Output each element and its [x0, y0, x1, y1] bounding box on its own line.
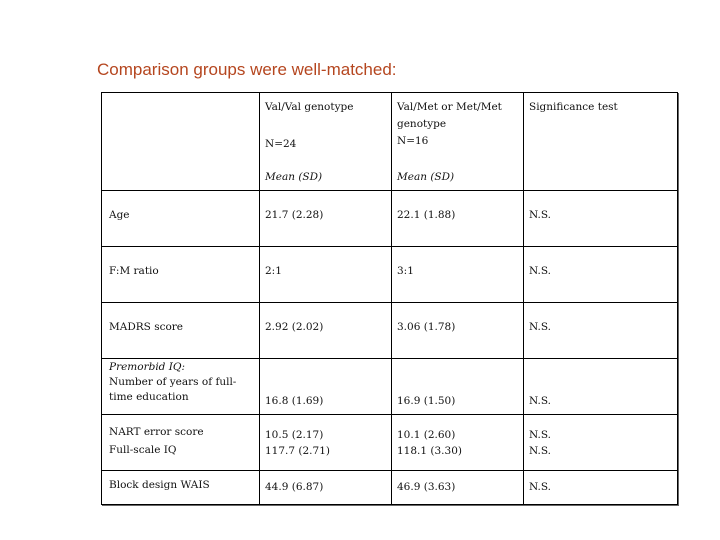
cell-iq-sig: N.S.: [529, 445, 552, 457]
header-val-met: Val/Met or Met/Met: [397, 101, 502, 113]
cell-nart-val-met: 10.1 (2.60): [397, 429, 456, 441]
header-significance: Significance test: [529, 101, 618, 113]
cell-education-sig: N.S.: [529, 395, 552, 407]
cell-fm-sig: N.S.: [529, 265, 552, 277]
row-label-block-design: Block design WAIS: [109, 479, 210, 491]
cell-nart-val-val: 10.5 (2.17): [265, 429, 324, 441]
header-val-met-n: N=16: [397, 135, 429, 147]
row-label-nart: NART error score: [109, 426, 204, 438]
cell-age-sig: N.S.: [529, 209, 552, 221]
row-label-education-line1: Number of years of full-: [109, 376, 237, 388]
cell-age-val-val: 21.7 (2.28): [265, 209, 324, 221]
column-divider: [259, 93, 260, 504]
cell-madrs-sig: N.S.: [529, 321, 552, 333]
header-val-met-genotype: genotype: [397, 118, 447, 130]
cell-madrs-val-val: 2.92 (2.02): [265, 321, 324, 333]
column-divider: [391, 93, 392, 504]
row-label-full-scale-iq: Full-scale IQ: [109, 444, 177, 456]
row-divider: [102, 414, 677, 415]
header-val-val: Val/Val genotype: [265, 101, 354, 113]
cell-age-val-met: 22.1 (1.88): [397, 209, 456, 221]
comparison-table: [101, 92, 678, 505]
header-val-val-stat: Mean (SD): [265, 171, 323, 183]
cell-block-val-met: 46.9 (3.63): [397, 481, 456, 493]
cell-madrs-val-met: 3.06 (1.78): [397, 321, 456, 333]
row-divider: [102, 246, 677, 247]
row-label-age: Age: [109, 209, 130, 221]
row-label-fm-ratio: F:M ratio: [109, 265, 159, 277]
row-divider: [102, 302, 677, 303]
slide-title: Comparison groups were well-matched:: [97, 60, 397, 79]
row-divider: [102, 358, 677, 359]
row-label-madrs: MADRS score: [109, 321, 184, 333]
header-val-val-n: N=24: [265, 138, 297, 150]
cell-iq-val-met: 118.1 (3.30): [397, 445, 462, 457]
cell-education-val-met: 16.9 (1.50): [397, 395, 456, 407]
row-group-premorbid-iq: Premorbid IQ:: [109, 361, 186, 373]
cell-block-val-val: 44.9 (6.87): [265, 481, 324, 493]
row-label-education-line2: time education: [109, 391, 189, 403]
cell-education-val-val: 16.8 (1.69): [265, 395, 324, 407]
column-divider: [523, 93, 524, 504]
header-val-met-stat: Mean (SD): [397, 171, 455, 183]
cell-nart-sig: N.S.: [529, 429, 552, 441]
cell-block-sig: N.S.: [529, 481, 552, 493]
cell-iq-val-val: 117.7 (2.71): [265, 445, 330, 457]
row-divider: [102, 190, 677, 191]
cell-fm-val-val: 2:1: [265, 265, 282, 277]
row-divider: [102, 470, 677, 471]
cell-fm-val-met: 3:1: [397, 265, 414, 277]
